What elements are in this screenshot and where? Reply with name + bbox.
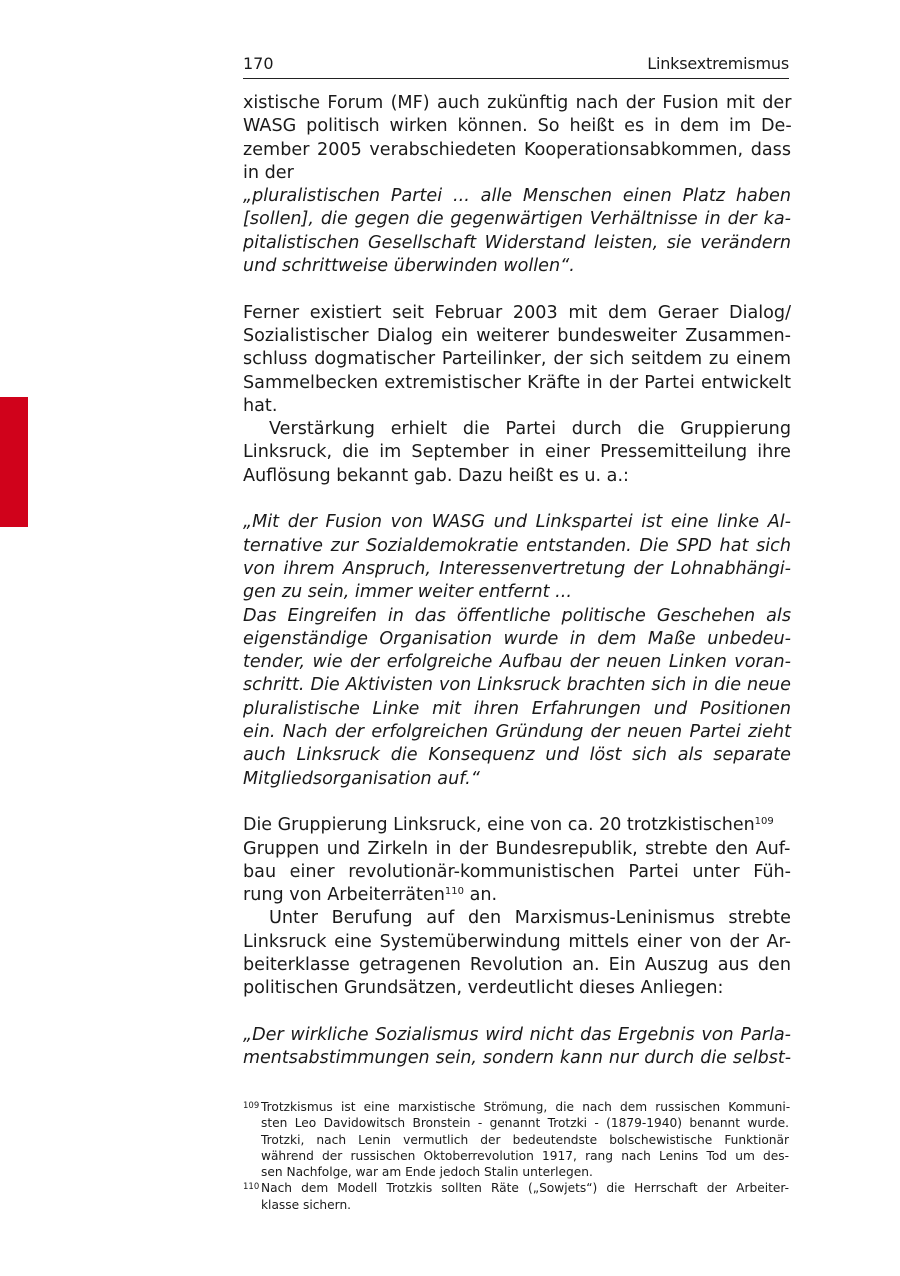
quote-line: auch Linksruck die Konsequenz und löst sich als separate (243, 745, 791, 766)
paragraph (243, 418, 791, 488)
page-number: 170 (243, 54, 274, 73)
text-line: xistische Forum (MF) auch zukünftig nach der Fusion mit der (243, 93, 791, 113)
footnote-line: Trotzki, nach Lenin vermutlich der bedeutendste bolschewistische Funktionär (261, 1132, 789, 1147)
quote-line: pitalistischen Gesellschaft Widerstand leisten, sie verändern (243, 232, 791, 253)
text-line: Unter Berufung auf den Marxismus-Leninismus strebte (269, 908, 791, 929)
text-segment: an. (464, 885, 498, 906)
quote-line: schritt. Die Aktivisten von Linksruck brachten sich in die neue (243, 675, 791, 696)
footnote (243, 1180, 789, 1213)
quote-line: ternative zur Sozialdemokratie entstanden. Die SPD hat sich (243, 535, 791, 556)
text-line: WASG politisch wirken können. So heißt es in dem im De- (243, 116, 791, 137)
text-line: Linksruck, die im September in einer Pressemitteilung ihre (243, 442, 791, 463)
quote-line: und schrittweise überwinden wollen“. (243, 256, 575, 277)
footnote-reference: 109 (754, 816, 774, 828)
text-line: Sozialistischer Dialog ein weiterer bundesweiter Zusammen- (243, 325, 791, 346)
quote-line: gen zu sein, immer weiter entfernt ... (243, 582, 572, 603)
footnote-number: 109 (243, 1101, 260, 1111)
text-line: politischen Grundsätzen, verdeutlicht dieses Anliegen: (243, 978, 724, 999)
quote-line: pluralistische Linke mit ihren Erfahrungen und Positionen (243, 698, 791, 719)
text-line: bau einer revolutionär-kommunistischen Partei unter Füh- (243, 861, 791, 882)
quote-line: „Mit der Fusion von WASG und Linkspartei ist eine linke Al- (243, 512, 791, 533)
text-line: Sammelbecken extremistischer Kräfte in der Partei entwickelt (243, 372, 791, 393)
paragraph (243, 907, 791, 1000)
paragraph (243, 814, 791, 907)
running-title: Linksextremismus (647, 54, 789, 73)
text-segment: rung von Arbeiterräten (243, 885, 445, 906)
quote-line: Das Eingreifen in das öffentliche politische Geschehen als (243, 605, 791, 626)
block-quote (243, 185, 791, 278)
main-text (243, 92, 791, 1070)
block-quote (243, 1024, 791, 1071)
chapter-marker-tab (0, 397, 28, 527)
footnote-line: Nach dem Modell Trotzkis sollten Räte („Sowjets“) die Herrschaft der Arbeiter- (261, 1181, 789, 1196)
footnote-line: klasse sichern. (261, 1197, 352, 1212)
text-line: beiterklasse getragenen Revolution an. Ein Auszug aus den (243, 954, 791, 975)
footnote-line: sten Leo Davidowitsch Bronstein - genannt Trotzki - (1879-1940) benannt wurde. (261, 1116, 789, 1131)
footnote-line: Trotzkismus ist eine marxistische Strömung, die nach dem russischen Kommuni- (261, 1100, 789, 1114)
quote-line: tender, wie der erfolgreiche Aufbau der neuen Linken voran- (243, 652, 791, 673)
footnote-line: sen Nachfolge, war am Ende jedoch Stalin unterlegen. (261, 1165, 593, 1180)
text-line: Linksruck eine Systemüberwindung mittels einer von der Ar- (243, 931, 791, 952)
text-line: Gruppen und Zirkeln in der Bundesrepublik, strebte den Auf- (243, 838, 791, 859)
quote-line: von ihrem Anspruch, Interessenvertretung der Lohnabhängi- (243, 558, 791, 579)
text-line (243, 814, 791, 837)
quote-line: mentsabstimmungen sein, sondern kann nur durch die selbst- (243, 1048, 791, 1069)
paragraph (243, 302, 791, 418)
paragraph (243, 92, 791, 185)
footnote-number: 110 (243, 1182, 260, 1193)
quote-line: „Der wirkliche Sozialismus wird nicht das Ergebnis von Parla- (243, 1024, 791, 1045)
quote-line: [sollen], die gegen die gegenwärtigen Verhältnisse in der ka- (243, 209, 791, 230)
text-line: Verstärkung erhielt die Partei durch die Gruppierung (269, 419, 791, 440)
text-line: schluss dogmatischer Parteilinker, der sich seitdem zu einem (243, 349, 791, 370)
footnotes (243, 1099, 789, 1213)
footnote-line: während der russischen Oktoberrevolution 1917, rang nach Lenins Tod um des- (261, 1148, 789, 1163)
quote-line: Mitgliedsorganisation auf.“ (243, 768, 480, 789)
footnote-reference: 110 (444, 886, 464, 898)
quote-line: eigenständige Organisation wurde in dem Maße unbedeu- (243, 628, 791, 649)
text-line: Auflösung bekannt gab. Dazu heißt es u. a.: (243, 465, 629, 486)
text-line: Ferner existiert seit Februar 2003 mit dem Geraer Dialog/ (243, 302, 791, 323)
text-line: in der (243, 162, 294, 183)
page-header (243, 52, 789, 79)
block-quote (243, 511, 791, 791)
footnote (243, 1099, 789, 1180)
text-segment: Die Gruppierung Linksruck, eine von ca. 20 trotzkistischen (243, 815, 755, 836)
quote-line: „pluralistischen Partei ... alle Menschen einen Platz haben (243, 186, 791, 207)
text-line: hat. (243, 395, 278, 416)
quote-line: ein. Nach der erfolgreichen Gründung der neuen Partei zieht (243, 722, 791, 743)
text-line: zember 2005 verabschiedeten Kooperationsabkommen, dass (243, 139, 791, 160)
text-line (243, 884, 791, 907)
